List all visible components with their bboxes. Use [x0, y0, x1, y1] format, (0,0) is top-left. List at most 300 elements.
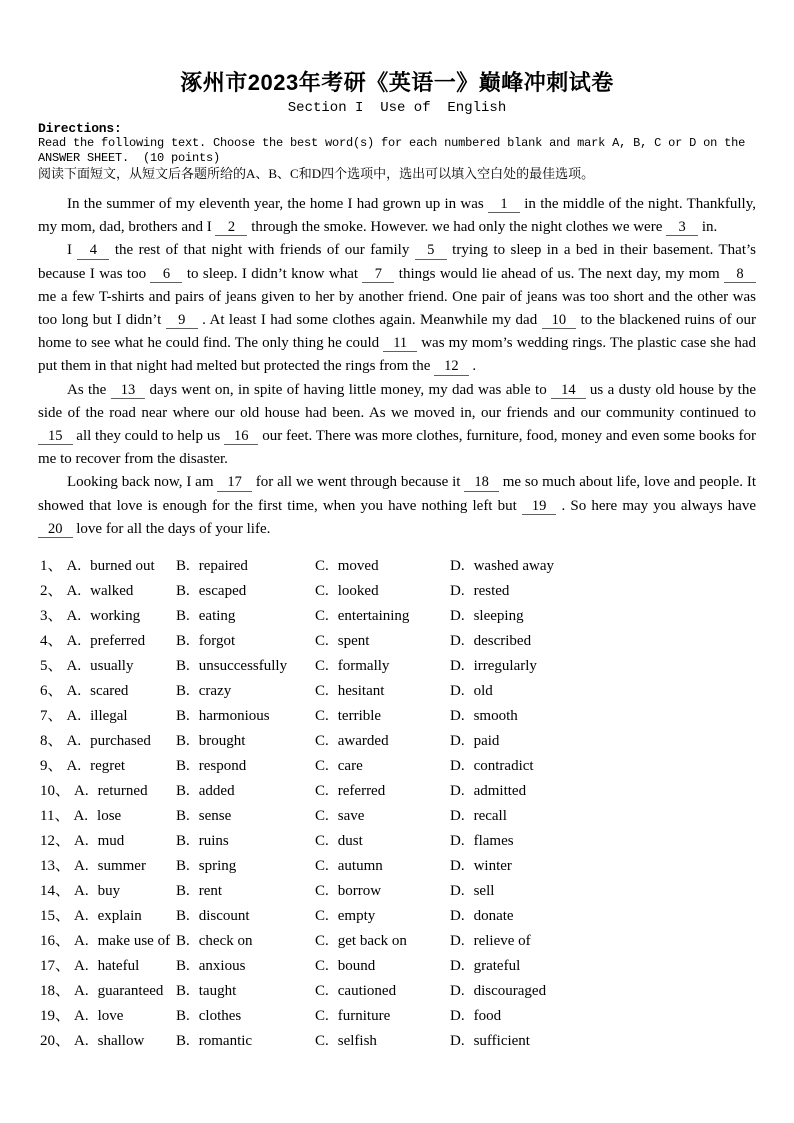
question-13-option-d: [450, 854, 756, 879]
option-text: crazy: [198, 683, 232, 700]
option-text: flames: [473, 833, 514, 850]
option-key: A.: [66, 633, 82, 650]
option-key: D.: [450, 883, 465, 900]
cloze-blank-9: 9: [166, 313, 198, 329]
option-key: C.: [315, 858, 329, 875]
option-key: C.: [315, 683, 329, 700]
question-row-9: [40, 754, 756, 779]
question-5-option-b: [176, 654, 315, 679]
question-17-option-a: [40, 954, 176, 979]
question-number: 11、: [40, 808, 70, 825]
option-text: terrible: [337, 708, 382, 725]
option-text: guaranteed: [97, 983, 164, 1000]
option-text: get back on: [337, 933, 407, 950]
option-key: C.: [315, 783, 329, 800]
question-1-option-a: [40, 554, 176, 579]
option-text: furniture: [337, 1008, 391, 1025]
question-16-option-b: [176, 929, 315, 954]
option-text: romantic: [198, 1033, 253, 1050]
question-14-option-a: [40, 879, 176, 904]
question-1-option-c: [315, 554, 450, 579]
option-text: autumn: [337, 858, 383, 875]
page-title: 涿州市2023年考研《英语一》巅峰冲刺试卷: [180, 70, 614, 95]
option-text: washed away: [473, 558, 554, 575]
question-number: 10、: [40, 783, 71, 800]
option-text: contradict: [473, 758, 534, 775]
option-key: B.: [176, 833, 190, 850]
passage-paragraph: I 4 the rest of that night with friends of our family 5 trying to sleep in a bed in their basement. That’s because I was too 6 to sleep. I didn’t know what 7 things would lie ahead of us. The next day, my mom 8 me a few T-shirts and pairs of jeans given to her by another friend. One pair of jeans was too short and the other was too long but I didn’t 9 . At least I had some clothes again. Meanwhile my dad 10 to the blackened ruins of our home to see what he could find. The only thing he could 11 was my mom’s wedding rings. The plastic case she had put them in that night had melted but protected the rings from the 12 .: [38, 242, 757, 375]
option-key: D.: [450, 1033, 465, 1050]
question-8-option-d: [450, 729, 756, 754]
question-17-option-b: [176, 954, 315, 979]
question-16-option-a: [40, 929, 176, 954]
option-key: B.: [176, 908, 190, 925]
question-12-option-d: [450, 829, 756, 854]
option-key: D.: [450, 933, 465, 950]
question-20-option-a: [40, 1029, 176, 1054]
option-text: forgot: [198, 633, 236, 650]
question-number: 9、: [40, 758, 63, 775]
question-number: 14、: [40, 883, 71, 900]
option-key: B.: [176, 958, 190, 975]
option-key: D.: [450, 783, 465, 800]
option-key: B.: [176, 558, 190, 575]
option-key: C.: [315, 1033, 329, 1050]
question-row-20: [40, 1029, 756, 1054]
option-text: sufficient: [473, 1033, 530, 1050]
option-text: lose: [97, 808, 122, 825]
question-7-option-a: [40, 704, 176, 729]
option-key: B.: [176, 733, 190, 750]
option-key: C.: [315, 1008, 329, 1025]
question-4-option-d: [450, 629, 756, 654]
question-16-option-c: [315, 929, 450, 954]
option-key: A.: [66, 683, 82, 700]
option-key: D.: [450, 808, 465, 825]
option-text: empty: [337, 908, 376, 925]
option-key: C.: [315, 883, 329, 900]
question-7-option-b: [176, 704, 315, 729]
cloze-blank-3: 3: [666, 220, 698, 236]
question-4-option-c: [315, 629, 450, 654]
option-key: A.: [74, 858, 89, 875]
option-key: B.: [176, 583, 190, 600]
question-row-5: [40, 654, 756, 679]
option-text: clothes: [198, 1008, 242, 1025]
question-2-option-d: [450, 579, 756, 604]
option-text: save: [337, 808, 365, 825]
question-6-option-c: [315, 679, 450, 704]
question-row-19: [40, 1004, 756, 1029]
question-number: 15、: [40, 908, 71, 925]
option-text: walked: [90, 583, 134, 600]
question-12-option-a: [40, 829, 176, 854]
option-key: A.: [66, 608, 82, 625]
question-number: 19、: [40, 1008, 71, 1025]
cloze-blank-19: 19: [522, 499, 557, 515]
question-4-option-a: [40, 629, 176, 654]
question-6-option-b: [176, 679, 315, 704]
question-row-15: [40, 904, 756, 929]
option-text: explain: [97, 908, 142, 925]
question-11-option-b: [176, 804, 315, 829]
cloze-blank-16: 16: [224, 429, 259, 445]
option-text: hesitant: [337, 683, 385, 700]
option-key: B.: [176, 858, 190, 875]
question-number: 4、: [40, 633, 63, 650]
passage-paragraph: As the 13 days went on, in spite of having little money, my dad was able to 14 us a dusty old house by the side of the road near where our old house had been. As we moved in, our friends and our community continued to 15 all they could to help us 16 our feet. There was more clothes, furniture, food, money and even some books for me to recover from the disaster.: [38, 381, 756, 468]
option-key: C.: [315, 908, 329, 925]
option-text: moved: [337, 558, 379, 575]
option-text: relieve of: [473, 933, 531, 950]
question-8-option-a: [40, 729, 176, 754]
question-12-option-c: [315, 829, 450, 854]
question-19-option-d: [450, 1004, 756, 1029]
option-text: ruins: [198, 833, 229, 850]
option-key: B.: [176, 658, 190, 675]
option-text: added: [198, 783, 235, 800]
option-text: scared: [90, 683, 129, 700]
option-text: unsuccessfully: [198, 658, 288, 675]
directions-label: Directions:: [38, 121, 122, 136]
option-text: bound: [337, 958, 376, 975]
question-6-option-a: [40, 679, 176, 704]
cloze-blank-7: 7: [362, 267, 394, 283]
option-key: D.: [450, 858, 465, 875]
passage-paragraph: Looking back now, I am 17 for all we went through because it 18 me so much about life, love and people. It showed that love is enough for the first time, when you have nothing left but 19 . So here may you always have 20 love for all the days of your life.: [38, 474, 756, 537]
option-text: recall: [473, 808, 507, 825]
option-text: discount: [198, 908, 250, 925]
option-key: D.: [450, 608, 465, 625]
option-text: grateful: [473, 958, 521, 975]
option-key: B.: [176, 608, 190, 625]
option-key: A.: [74, 833, 89, 850]
option-key: C.: [315, 658, 329, 675]
option-text: repaired: [198, 558, 248, 575]
question-10-option-a: [40, 779, 176, 804]
option-text: buy: [97, 883, 121, 900]
question-15-option-c: [315, 904, 450, 929]
question-number: 3、: [40, 608, 63, 625]
option-key: A.: [74, 958, 89, 975]
cloze-blank-18: 18: [464, 475, 499, 491]
option-text: smooth: [473, 708, 518, 725]
question-14-option-b: [176, 879, 315, 904]
option-key: C.: [315, 833, 329, 850]
question-row-13: [40, 854, 756, 879]
option-text: rested: [473, 583, 510, 600]
option-text: discouraged: [473, 983, 547, 1000]
question-number: 2、: [40, 583, 63, 600]
question-row-7: [40, 704, 756, 729]
option-text: spent: [337, 633, 370, 650]
question-1-option-d: [450, 554, 756, 579]
question-row-10: [40, 779, 756, 804]
option-text: described: [473, 633, 532, 650]
option-text: sense: [198, 808, 232, 825]
question-7-option-c: [315, 704, 450, 729]
option-key: D.: [450, 833, 465, 850]
option-key: C.: [315, 933, 329, 950]
passage: [38, 193, 756, 541]
cloze-blank-13: 13: [111, 383, 146, 399]
question-20-option-b: [176, 1029, 315, 1054]
question-3-option-a: [40, 604, 176, 629]
question-row-17: [40, 954, 756, 979]
option-text: burned out: [90, 558, 155, 575]
option-text: taught: [198, 983, 237, 1000]
option-text: usually: [90, 658, 134, 675]
option-text: love: [97, 1008, 124, 1025]
option-text: check on: [198, 933, 253, 950]
option-key: A.: [74, 783, 89, 800]
option-text: preferred: [90, 633, 146, 650]
option-text: sell: [473, 883, 495, 900]
option-key: C.: [315, 633, 329, 650]
option-key: C.: [315, 558, 329, 575]
question-13-option-b: [176, 854, 315, 879]
option-key: C.: [315, 958, 329, 975]
question-number: 1、: [40, 558, 63, 575]
question-9-option-c: [315, 754, 450, 779]
option-text: purchased: [90, 733, 151, 750]
option-text: paid: [473, 733, 500, 750]
question-18-option-c: [315, 979, 450, 1004]
option-text: looked: [337, 583, 379, 600]
option-text: illegal: [90, 708, 128, 725]
option-text: make use of: [97, 933, 171, 950]
option-key: D.: [450, 1008, 465, 1025]
option-key: D.: [450, 658, 465, 675]
option-text: summer: [97, 858, 146, 875]
question-12-option-b: [176, 829, 315, 854]
question-6-option-d: [450, 679, 756, 704]
question-11-option-d: [450, 804, 756, 829]
question-number: 17、: [40, 958, 71, 975]
section-heading: Section I Use of English: [287, 100, 507, 116]
question-row-3: [40, 604, 756, 629]
question-13-option-c: [315, 854, 450, 879]
option-key: C.: [315, 758, 329, 775]
cloze-blank-12: 12: [434, 359, 469, 375]
option-key: C.: [315, 808, 329, 825]
option-key: C.: [315, 733, 329, 750]
directions-line-2: ANSWER SHEET. (10 points): [38, 151, 221, 165]
question-number: 16、: [40, 933, 71, 950]
option-key: B.: [176, 683, 190, 700]
question-2-option-b: [176, 579, 315, 604]
option-text: harmonious: [198, 708, 270, 725]
directions-line-chinese: 阅读下面短文，从短文后各题所给的A、B、C和D四个选项中，选出可以填入空白处的最佳选项。: [38, 166, 595, 181]
option-key: A.: [66, 558, 82, 575]
question-14-option-c: [315, 879, 450, 904]
directions-line-1: Read the following text. Choose the best word(s) for each numbered blank and mark A, B, C or D on the: [38, 136, 746, 150]
question-1-option-b: [176, 554, 315, 579]
option-key: D.: [450, 708, 465, 725]
option-key: D.: [450, 908, 465, 925]
question-3-option-d: [450, 604, 756, 629]
cloze-blank-8: 8: [724, 267, 756, 283]
question-row-4: [40, 629, 756, 654]
question-19-option-c: [315, 1004, 450, 1029]
question-19-option-a: [40, 1004, 176, 1029]
question-4-option-b: [176, 629, 315, 654]
question-10-option-b: [176, 779, 315, 804]
option-text: selfish: [337, 1033, 377, 1050]
question-17-option-c: [315, 954, 450, 979]
option-key: B.: [176, 1008, 190, 1025]
option-key: B.: [176, 983, 190, 1000]
option-key: A.: [66, 733, 82, 750]
option-key: A.: [74, 933, 89, 950]
option-key: D.: [450, 958, 465, 975]
option-text: irregularly: [473, 658, 537, 675]
question-3-option-b: [176, 604, 315, 629]
option-text: regret: [90, 758, 126, 775]
cloze-blank-15: 15: [38, 429, 73, 445]
cloze-blank-14: 14: [551, 383, 586, 399]
option-text: eating: [198, 608, 236, 625]
option-key: C.: [315, 983, 329, 1000]
question-row-14: [40, 879, 756, 904]
option-text: working: [90, 608, 141, 625]
question-13-option-a: [40, 854, 176, 879]
question-number: 7、: [40, 708, 63, 725]
option-key: D.: [450, 983, 465, 1000]
cloze-blank-2: 2: [215, 220, 247, 236]
option-text: respond: [198, 758, 247, 775]
question-5-option-c: [315, 654, 450, 679]
option-text: spring: [198, 858, 237, 875]
question-number: 12、: [40, 833, 71, 850]
question-17-option-d: [450, 954, 756, 979]
option-key: A.: [74, 983, 89, 1000]
option-key: A.: [74, 1033, 89, 1050]
question-7-option-d: [450, 704, 756, 729]
question-11-option-a: [40, 804, 176, 829]
option-key: B.: [176, 708, 190, 725]
option-key: D.: [450, 633, 465, 650]
question-row-16: [40, 929, 756, 954]
question-2-option-c: [315, 579, 450, 604]
option-key: D.: [450, 583, 465, 600]
passage-paragraph: In the summer of my eleventh year, the home I had grown up in was 1 in the middle of the night. Thankfully, my mom, dad, brothers and I 2 through the smoke. However. we had only the night clothes we were 3 in.: [38, 196, 757, 236]
option-key: B.: [176, 1033, 190, 1050]
question-15-option-b: [176, 904, 315, 929]
cloze-blank-5: 5: [415, 243, 447, 259]
option-text: formally: [337, 658, 390, 675]
question-row-6: [40, 679, 756, 704]
question-row-11: [40, 804, 756, 829]
option-text: food: [473, 1008, 502, 1025]
option-key: D.: [450, 733, 465, 750]
option-text: mud: [97, 833, 125, 850]
question-20-option-d: [450, 1029, 756, 1054]
question-row-8: [40, 729, 756, 754]
option-text: referred: [337, 783, 386, 800]
option-key: A.: [74, 883, 89, 900]
option-key: B.: [176, 883, 190, 900]
cloze-blank-10: 10: [542, 313, 577, 329]
question-9-option-d: [450, 754, 756, 779]
option-key: D.: [450, 758, 465, 775]
question-18-option-a: [40, 979, 176, 1004]
question-16-option-d: [450, 929, 756, 954]
option-text: sleeping: [473, 608, 524, 625]
option-text: rent: [198, 883, 223, 900]
option-key: C.: [315, 583, 329, 600]
question-row-18: [40, 979, 756, 1004]
option-text: dust: [337, 833, 363, 850]
option-key: A.: [66, 758, 82, 775]
question-row-12: [40, 829, 756, 854]
option-key: C.: [315, 708, 329, 725]
option-text: old: [473, 683, 493, 700]
question-18-option-d: [450, 979, 756, 1004]
option-key: D.: [450, 558, 465, 575]
option-key: B.: [176, 633, 190, 650]
question-number: 20、: [40, 1033, 71, 1050]
question-15-option-a: [40, 904, 176, 929]
question-19-option-b: [176, 1004, 315, 1029]
option-key: B.: [176, 933, 190, 950]
question-8-option-c: [315, 729, 450, 754]
question-10-option-c: [315, 779, 450, 804]
cloze-blank-1: 1: [488, 197, 520, 213]
option-text: shallow: [97, 1033, 145, 1050]
cloze-blank-4: 4: [77, 243, 109, 259]
cloze-blank-17: 17: [217, 475, 252, 491]
option-key: A.: [66, 708, 82, 725]
question-11-option-c: [315, 804, 450, 829]
option-key: A.: [74, 908, 89, 925]
question-number: 18、: [40, 983, 71, 1000]
question-2-option-a: [40, 579, 176, 604]
question-number: 6、: [40, 683, 63, 700]
question-5-option-d: [450, 654, 756, 679]
question-row-1: [40, 554, 756, 579]
cloze-blank-11: 11: [383, 336, 417, 352]
option-text: donate: [473, 908, 514, 925]
option-text: cautioned: [337, 983, 397, 1000]
question-number: 5、: [40, 658, 63, 675]
option-key: A.: [66, 583, 82, 600]
question-10-option-d: [450, 779, 756, 804]
option-key: D.: [450, 683, 465, 700]
option-text: returned: [97, 783, 148, 800]
option-text: winter: [473, 858, 512, 875]
option-text: hateful: [97, 958, 140, 975]
questions-list: [38, 554, 756, 1054]
option-text: awarded: [337, 733, 389, 750]
question-20-option-c: [315, 1029, 450, 1054]
cloze-blank-6: 6: [150, 267, 182, 283]
option-key: B.: [176, 783, 190, 800]
option-text: care: [337, 758, 363, 775]
question-3-option-c: [315, 604, 450, 629]
option-key: A.: [66, 658, 82, 675]
question-8-option-b: [176, 729, 315, 754]
question-number: 13、: [40, 858, 71, 875]
option-key: B.: [176, 808, 190, 825]
option-key: A.: [73, 808, 89, 825]
question-18-option-b: [176, 979, 315, 1004]
option-text: anxious: [198, 958, 246, 975]
option-text: entertaining: [337, 608, 410, 625]
question-9-option-b: [176, 754, 315, 779]
question-5-option-a: [40, 654, 176, 679]
option-key: B.: [176, 758, 190, 775]
